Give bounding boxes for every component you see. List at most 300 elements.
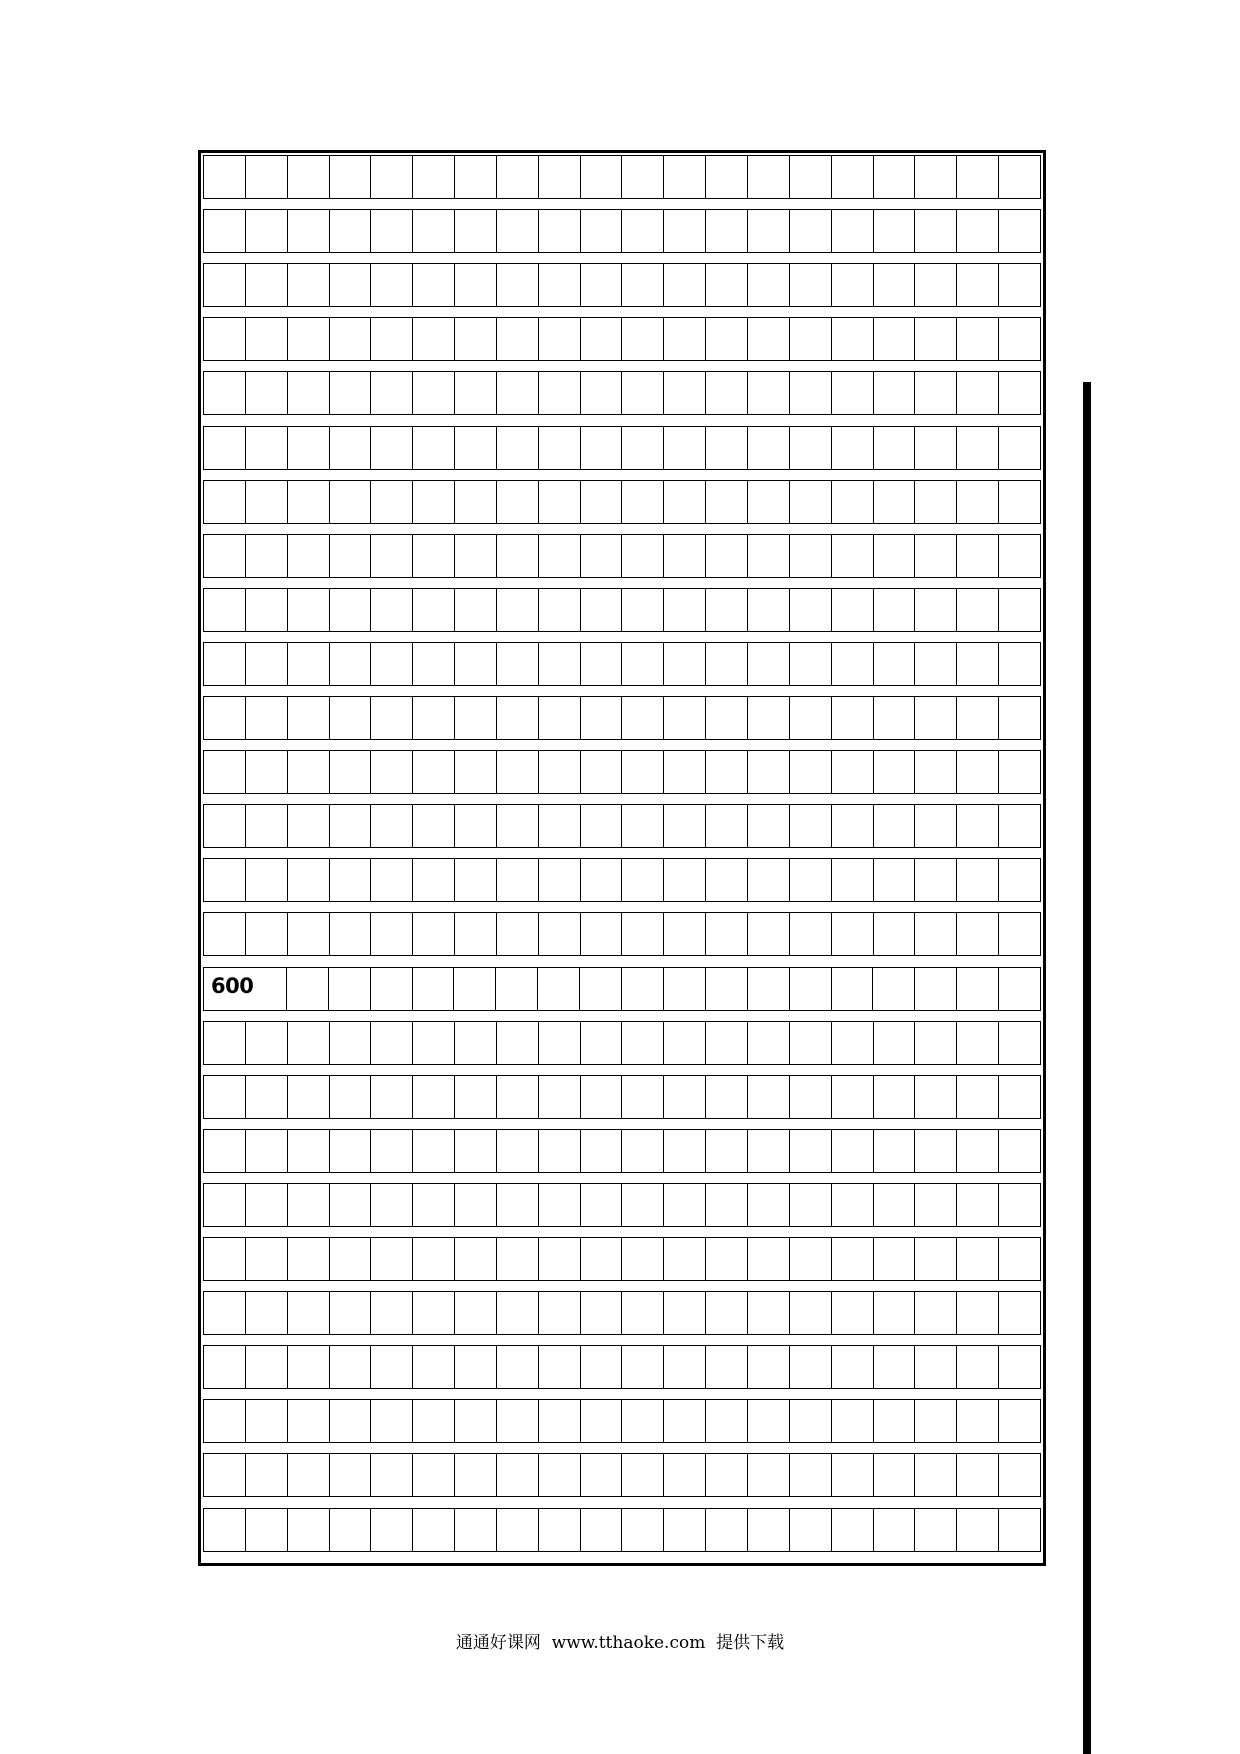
grid-cell (706, 1400, 748, 1442)
grid-cell (204, 1509, 246, 1551)
grid-cell (664, 968, 706, 1010)
grid-cell (539, 1292, 581, 1334)
grid-row (203, 858, 1041, 902)
grid-cell (957, 751, 999, 793)
grid-cell (539, 1400, 581, 1442)
grid-cell (455, 1509, 497, 1551)
grid-cell (330, 589, 372, 631)
grid-cell (706, 1076, 748, 1118)
grid-cell (497, 264, 539, 306)
grid-cell (664, 318, 706, 360)
grid-cell (539, 589, 581, 631)
grid-cell (371, 643, 413, 685)
grid-row (203, 480, 1041, 524)
grid-cell (832, 1022, 874, 1064)
grid-cell (957, 1184, 999, 1226)
grid-cell (330, 1184, 372, 1226)
grid-cell (371, 1076, 413, 1118)
grid-cell (915, 1400, 957, 1442)
grid-cell (790, 372, 832, 414)
grid-cell (622, 481, 664, 523)
grid-cell (999, 697, 1040, 739)
grid-cell (706, 156, 748, 198)
grid-cell (957, 210, 999, 252)
grid-cell (999, 1346, 1040, 1388)
grid-cell (790, 1130, 832, 1172)
grid-cell (539, 156, 581, 198)
grid-cell (204, 1022, 246, 1064)
grid-cell (288, 1130, 330, 1172)
grid-cell (622, 264, 664, 306)
grid-cell (246, 589, 288, 631)
grid-cell (288, 751, 330, 793)
grid-cell (664, 1022, 706, 1064)
grid-cell (622, 156, 664, 198)
grid-cell (288, 1400, 330, 1442)
grid-cell (790, 1022, 832, 1064)
grid-cell (706, 264, 748, 306)
grid-cell (999, 1400, 1040, 1442)
grid-cell (874, 210, 916, 252)
grid-cell (455, 264, 497, 306)
grid-cell (664, 1509, 706, 1551)
grid-cell (539, 372, 581, 414)
grid-cell (497, 535, 539, 577)
grid-row (203, 750, 1041, 794)
grid-cell (581, 1022, 623, 1064)
grid-cell (664, 589, 706, 631)
grid-cell (539, 697, 581, 739)
grid-cell (581, 697, 623, 739)
grid-cell (706, 751, 748, 793)
grid-cell (748, 913, 790, 955)
grid-cell (581, 1509, 623, 1551)
grid-cell (748, 697, 790, 739)
grid-cell (999, 1509, 1040, 1551)
grid-cell (204, 372, 246, 414)
grid-cell (581, 1292, 623, 1334)
grid-cell (246, 264, 288, 306)
grid-cell (790, 427, 832, 469)
grid-cell (874, 1292, 916, 1334)
grid-cell (915, 1022, 957, 1064)
grid-cell (790, 1346, 832, 1388)
grid-cell (957, 535, 999, 577)
grid-cell (455, 372, 497, 414)
grid-cell (874, 481, 916, 523)
grid-cell (999, 1184, 1040, 1226)
grid-cell (999, 1454, 1040, 1496)
grid-cell (455, 913, 497, 955)
grid-cell (288, 1346, 330, 1388)
grid-cell (246, 156, 288, 198)
grid-cell (957, 805, 999, 847)
grid-cell (915, 535, 957, 577)
grid-cell (832, 968, 874, 1010)
grid-cell (832, 1509, 874, 1551)
grid-cell (580, 968, 622, 1010)
grid-cell (539, 1076, 581, 1118)
grid-cell (664, 1346, 706, 1388)
grid-cell (664, 913, 706, 955)
grid-cell (246, 1400, 288, 1442)
grid-cell (622, 1130, 664, 1172)
grid-cell (999, 1238, 1040, 1280)
grid-cell (330, 1076, 372, 1118)
grid-cell (538, 968, 580, 1010)
grid-cell (664, 264, 706, 306)
grid-cell (874, 1238, 916, 1280)
grid-cell (999, 751, 1040, 793)
grid-cell (371, 1292, 413, 1334)
grid-cell (497, 318, 539, 360)
grid-cell (204, 1076, 246, 1118)
grid-cell (581, 156, 623, 198)
grid-cell (790, 697, 832, 739)
grid-cell (832, 697, 874, 739)
grid-cell (539, 1184, 581, 1226)
grid-cell (246, 1346, 288, 1388)
grid-cell (413, 427, 455, 469)
grid-cell (497, 1184, 539, 1226)
grid-cell (497, 859, 539, 901)
grid-cell (999, 318, 1040, 360)
grid-cell (748, 318, 790, 360)
grid-cell (706, 318, 748, 360)
grid-cell (288, 427, 330, 469)
grid-cell (622, 643, 664, 685)
grid-cell (204, 643, 246, 685)
grid-cell (957, 1400, 999, 1442)
grid-cell (874, 589, 916, 631)
grid-cell (957, 1130, 999, 1172)
grid-cell (413, 589, 455, 631)
grid-cell (204, 156, 246, 198)
grid-cell (246, 805, 288, 847)
grid-cell (539, 805, 581, 847)
grid-cell (581, 318, 623, 360)
grid-cell (581, 643, 623, 685)
grid-cell (664, 1400, 706, 1442)
grid-cell (957, 1454, 999, 1496)
grid-cell (413, 264, 455, 306)
grid-cell (288, 318, 330, 360)
grid-cell (413, 697, 455, 739)
grid-cell (246, 481, 288, 523)
grid-cell (455, 318, 497, 360)
grid-cell (539, 318, 581, 360)
grid-cell (330, 318, 372, 360)
grid-cell (748, 968, 790, 1010)
grid-cell (330, 751, 372, 793)
grid-cell (832, 481, 874, 523)
grid-cell (330, 1400, 372, 1442)
grid-cell (246, 1509, 288, 1551)
grid-cell (622, 1400, 664, 1442)
grid-cell (288, 913, 330, 955)
grid-row (203, 967, 1041, 1011)
grid-cell (915, 1076, 957, 1118)
grid-cell (832, 1400, 874, 1442)
grid-cell (455, 589, 497, 631)
grid-cell (999, 1022, 1040, 1064)
grid-cell (622, 1454, 664, 1496)
grid-cell (915, 264, 957, 306)
grid-cell (371, 751, 413, 793)
grid-cell (832, 427, 874, 469)
grid-cell (915, 968, 957, 1010)
grid-cell (622, 1346, 664, 1388)
grid-cell (413, 1076, 455, 1118)
grid-row (203, 534, 1041, 578)
grid-cell (957, 481, 999, 523)
grid-cell (539, 1509, 581, 1551)
grid-cell (874, 643, 916, 685)
grid-cell (539, 1130, 581, 1172)
grid-cell (246, 913, 288, 955)
grid-cell (790, 535, 832, 577)
grid-cell (706, 697, 748, 739)
grid-cell (664, 697, 706, 739)
grid-cell (664, 1076, 706, 1118)
grid-cell (957, 913, 999, 955)
grid-cell (413, 535, 455, 577)
grid-cell (581, 372, 623, 414)
grid-cell (832, 318, 874, 360)
grid-cell (915, 859, 957, 901)
grid-cell (246, 751, 288, 793)
grid-cell (664, 1454, 706, 1496)
grid-cell (832, 264, 874, 306)
grid-cell (915, 1454, 957, 1496)
grid-cell (748, 1346, 790, 1388)
grid-cell (748, 859, 790, 901)
grid-cell (539, 751, 581, 793)
grid-cell (832, 1130, 874, 1172)
grid-cell (330, 1509, 372, 1551)
grid-cell (999, 1130, 1040, 1172)
grid-cell (790, 210, 832, 252)
grid-cell (706, 968, 748, 1010)
grid-cell (371, 859, 413, 901)
grid-cell (581, 1400, 623, 1442)
grid-cell (539, 643, 581, 685)
grid-cell (664, 1130, 706, 1172)
grid-cell (246, 1076, 288, 1118)
grid-cell (790, 264, 832, 306)
grid-cell (999, 264, 1040, 306)
grid-cell (790, 318, 832, 360)
word-count-marker: 600 (211, 973, 254, 998)
grid-cell (246, 643, 288, 685)
grid-cell (915, 697, 957, 739)
grid-cell (957, 1509, 999, 1551)
grid-cell (748, 589, 790, 631)
grid-cell (288, 643, 330, 685)
grid-cell (288, 156, 330, 198)
grid-cell (664, 751, 706, 793)
grid-cell (455, 751, 497, 793)
grid-cell (706, 913, 748, 955)
grid-cell (455, 535, 497, 577)
grid-cell (371, 1509, 413, 1551)
grid-cell (999, 859, 1040, 901)
grid-cell (497, 697, 539, 739)
grid-cell (622, 1184, 664, 1226)
grid-cell (874, 1346, 916, 1388)
grid-cell (999, 535, 1040, 577)
grid-cell (748, 643, 790, 685)
grid-cell (622, 1292, 664, 1334)
grid-row (203, 1075, 1041, 1119)
grid-cell (999, 427, 1040, 469)
grid-cell (246, 210, 288, 252)
grid-cell (497, 913, 539, 955)
grid-cell (748, 1292, 790, 1334)
grid-cell (790, 1400, 832, 1442)
grid-cell (330, 1292, 372, 1334)
grid-cell (371, 1454, 413, 1496)
grid-row (203, 317, 1041, 361)
grid-cell (581, 751, 623, 793)
grid-cell (957, 643, 999, 685)
grid-cell (497, 156, 539, 198)
grid-cell (413, 1346, 455, 1388)
grid-cell (748, 210, 790, 252)
grid-cell (371, 1238, 413, 1280)
grid-cell (874, 859, 916, 901)
grid-cell (706, 1509, 748, 1551)
grid-cell (204, 805, 246, 847)
grid-cell (999, 1076, 1040, 1118)
grid-cell (957, 859, 999, 901)
grid-cell (371, 1022, 413, 1064)
grid-row (203, 1291, 1041, 1335)
grid-cell (497, 1076, 539, 1118)
grid-cell (204, 697, 246, 739)
grid-row (203, 642, 1041, 686)
grid-cell (371, 968, 413, 1010)
grid-cell (957, 1238, 999, 1280)
grid-cell (204, 210, 246, 252)
grid-cell (874, 1130, 916, 1172)
grid-cell (455, 481, 497, 523)
grid-cell (539, 481, 581, 523)
grid-cell (497, 1454, 539, 1496)
grid-cell (832, 1346, 874, 1388)
grid-cell (413, 372, 455, 414)
grid-cell (288, 1184, 330, 1226)
grid-cell (413, 968, 455, 1010)
grid-cell (497, 210, 539, 252)
grid-cell (455, 1292, 497, 1334)
grid-cell (706, 1184, 748, 1226)
grid-cell (622, 372, 664, 414)
grid-row (203, 1399, 1041, 1443)
grid-cell (915, 318, 957, 360)
grid-cell (832, 859, 874, 901)
grid-row (203, 209, 1041, 253)
grid-cell (497, 1238, 539, 1280)
grid-cell (748, 1400, 790, 1442)
grid-row (203, 588, 1041, 632)
grid-cell (874, 1509, 916, 1551)
grid-cell (288, 1454, 330, 1496)
grid-cell (496, 968, 538, 1010)
grid-cell (622, 968, 664, 1010)
grid-cell (581, 1130, 623, 1172)
grid-cell (371, 697, 413, 739)
grid-cell (748, 264, 790, 306)
grid-cell (204, 1292, 246, 1334)
grid-cell (330, 372, 372, 414)
grid-cell (622, 1509, 664, 1551)
grid-cell (288, 1022, 330, 1064)
grid-cell (413, 481, 455, 523)
grid-cell (706, 210, 748, 252)
grid-cell (371, 481, 413, 523)
grid-cell (413, 1238, 455, 1280)
grid-cell (790, 1076, 832, 1118)
grid-cell (748, 1509, 790, 1551)
grid-cell (790, 481, 832, 523)
grid-row (203, 1237, 1041, 1281)
grid-cell (915, 805, 957, 847)
grid-cell (874, 1184, 916, 1226)
grid-cell (413, 1130, 455, 1172)
grid-cell (204, 1454, 246, 1496)
grid-cell (832, 913, 874, 955)
grid-cell (455, 1022, 497, 1064)
grid-cell (497, 751, 539, 793)
grid-cell (455, 697, 497, 739)
grid-cell (581, 535, 623, 577)
grid-cell (957, 156, 999, 198)
grid-cell (915, 1238, 957, 1280)
grid-row (203, 371, 1041, 415)
grid-cell (246, 427, 288, 469)
grid-cell (539, 1346, 581, 1388)
grid-cell (874, 264, 916, 306)
grid-cell (999, 1292, 1040, 1334)
grid-cell (454, 968, 496, 1010)
grid-cell (371, 156, 413, 198)
grid-cell (790, 1238, 832, 1280)
grid-cell (246, 1238, 288, 1280)
word-count-cell (204, 968, 287, 1010)
grid-cell (581, 859, 623, 901)
grid-cell (287, 968, 329, 1010)
grid-cell (664, 427, 706, 469)
grid-cell (957, 372, 999, 414)
grid-row (203, 696, 1041, 740)
grid-cell (413, 210, 455, 252)
grid-cell (915, 427, 957, 469)
grid-cell (915, 1346, 957, 1388)
grid-cell (915, 589, 957, 631)
grid-cell (748, 427, 790, 469)
grid-cell (664, 481, 706, 523)
grid-cell (874, 1454, 916, 1496)
grid-cell (790, 643, 832, 685)
grid-cell (748, 156, 790, 198)
grid-cell (748, 1238, 790, 1280)
grid-cell (455, 1130, 497, 1172)
grid-cell (539, 1454, 581, 1496)
grid-cell (371, 1346, 413, 1388)
grid-cell (622, 859, 664, 901)
grid-cell (706, 1292, 748, 1334)
